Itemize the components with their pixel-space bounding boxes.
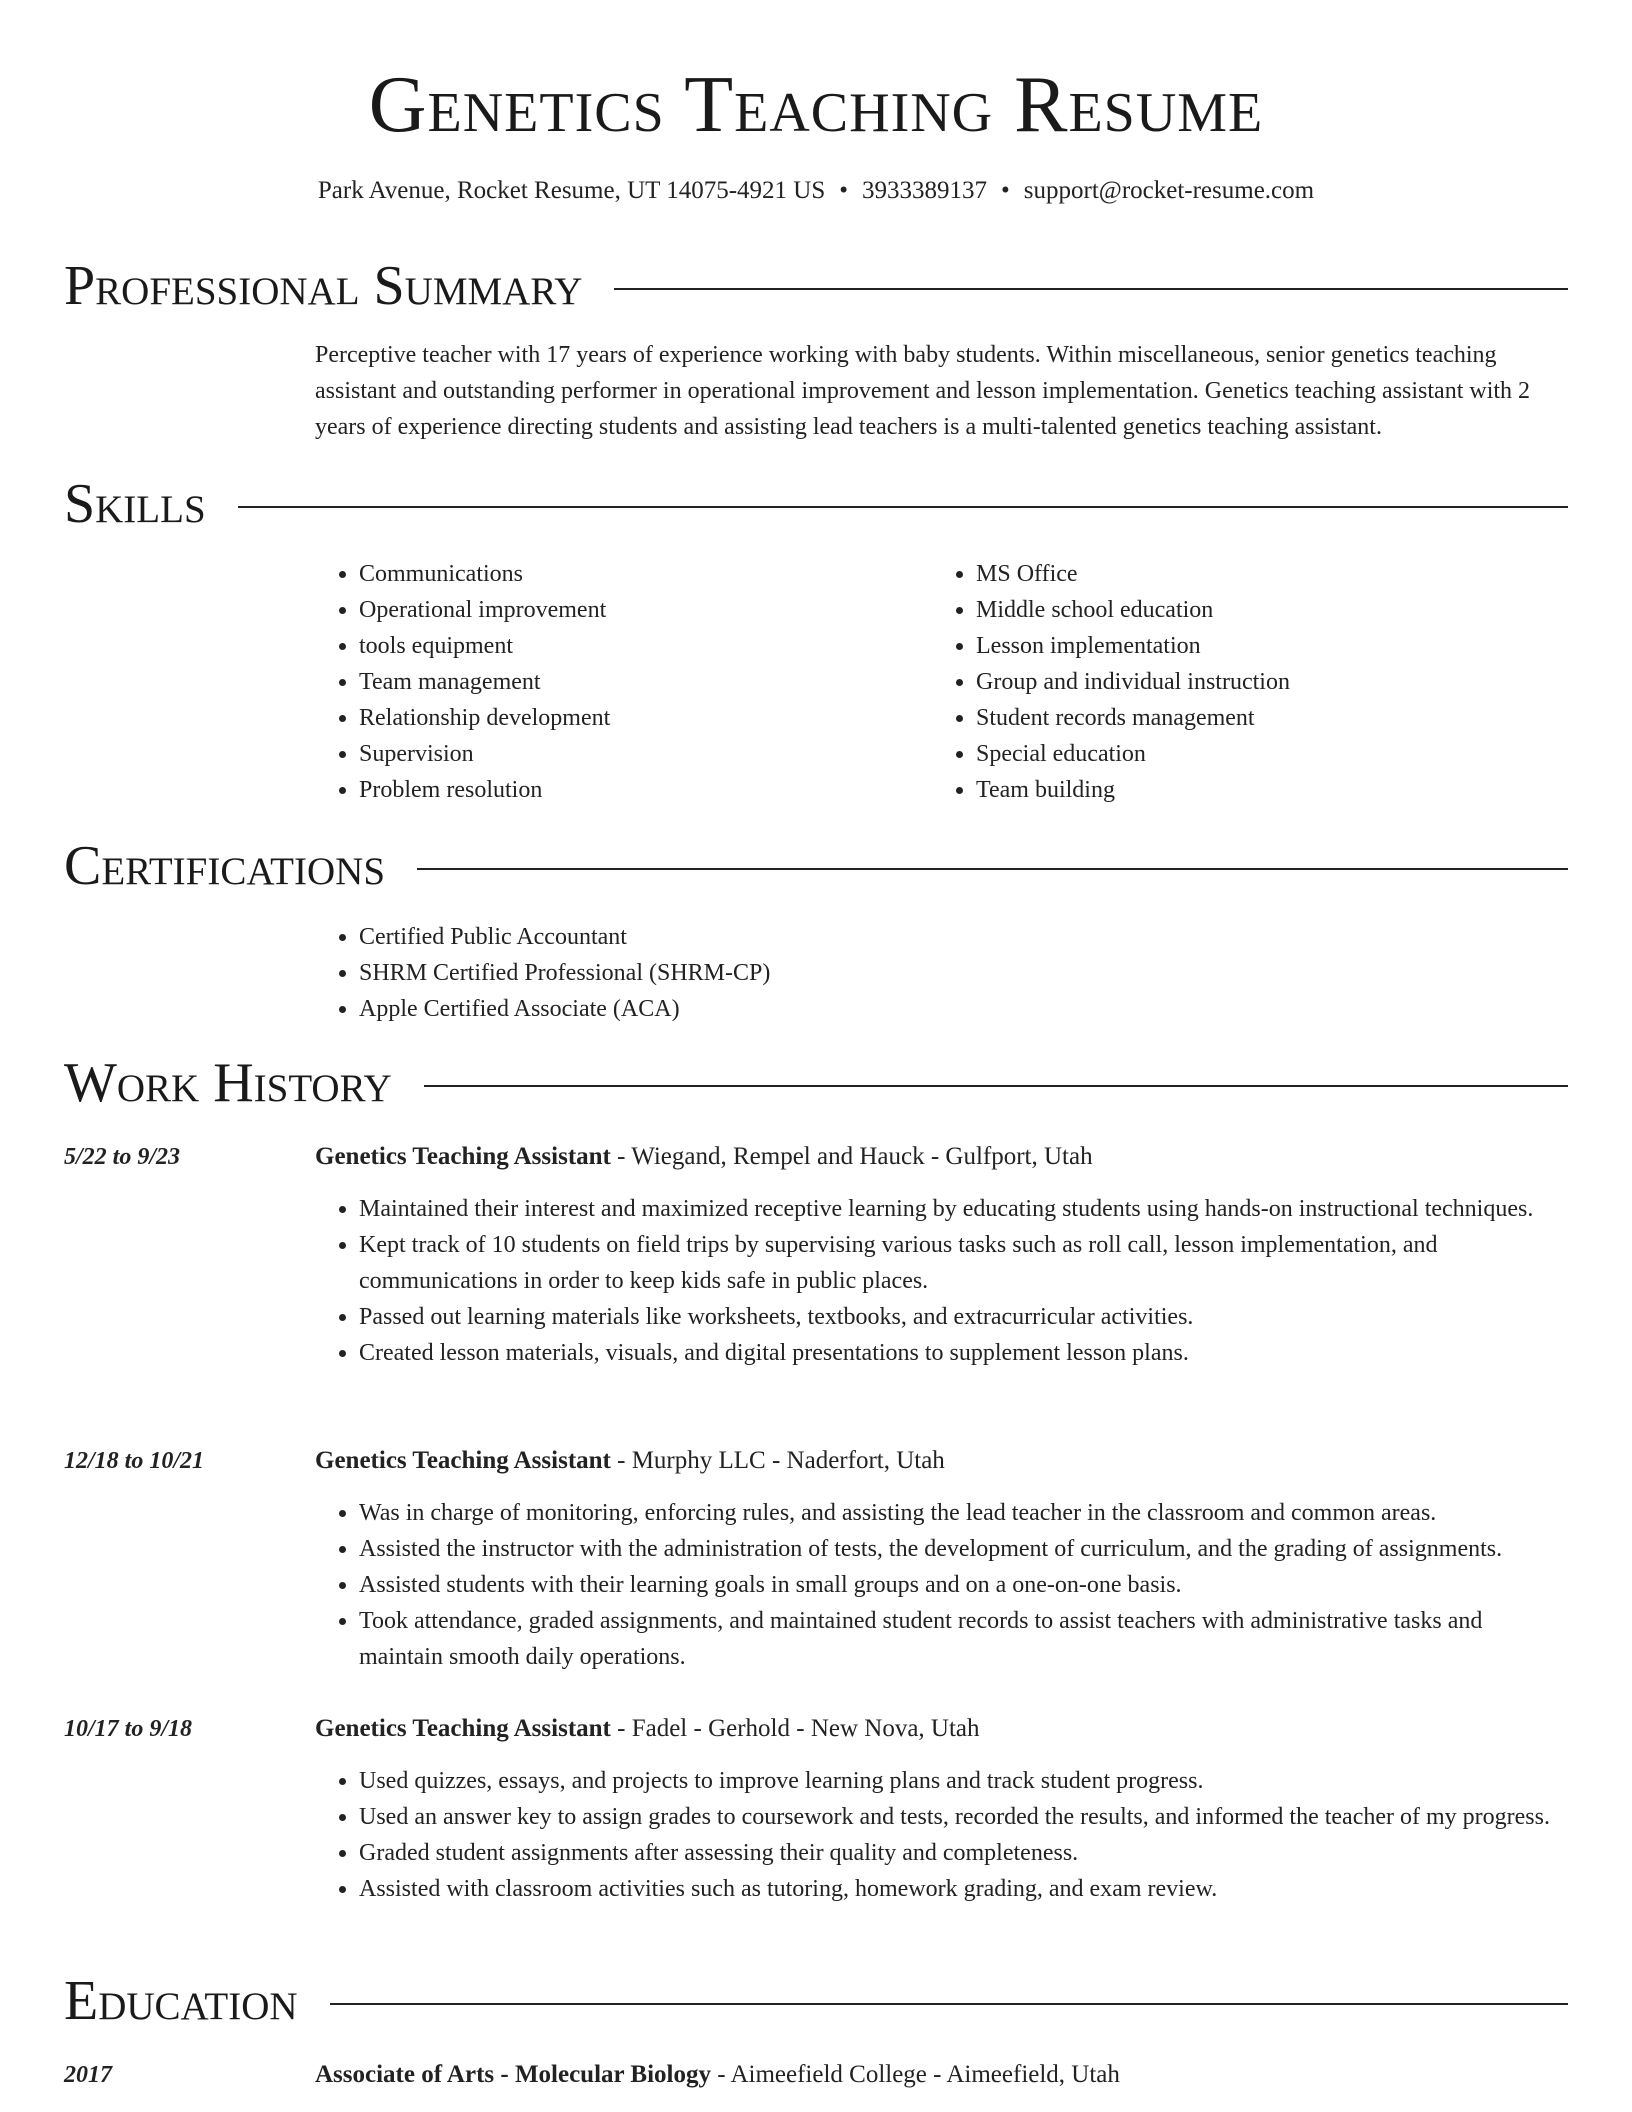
duty-item: • Assisted with classroom activities such as tutoring, homework grading, and exam review. [359, 1871, 1568, 1907]
duty-item: • Created lesson materials, visuals, and digital presentations to supplement lesson plans. [359, 1335, 1568, 1371]
duty-item: • Took attendance, graded assignments, and maintained student records to assist teachers with administrative tasks and maintain smooth daily operations. [359, 1603, 1568, 1675]
summary-section-header [64, 256, 1568, 316]
separator: • [1001, 177, 1010, 204]
skill-item: • Relationship development [359, 700, 932, 736]
section-heading: Certifications [64, 835, 386, 897]
phone: 3933389137 [862, 177, 988, 204]
skill-item: • Communications [359, 556, 932, 592]
skill-item: • Supervision [359, 736, 932, 772]
section-divider [614, 288, 1568, 290]
skill-item: • MS Office [976, 556, 1549, 592]
job-company: - Wiegand, Rempel and Hauck - Gulfport, Utah [610, 1143, 1093, 1170]
job-company: - Fadel - Gerhold - New Nova, Utah [610, 1715, 980, 1742]
duty-item: • Assisted the instructor with the administration of tests, the development of curriculum, and the grading of assignments. [359, 1531, 1568, 1567]
address: Park Avenue, Rocket Resume, UT 14075-4921 US [317, 177, 826, 204]
summary-body [315, 337, 1568, 445]
skill-item: • Team management [359, 664, 932, 700]
skill-item: • Student records management [976, 700, 1549, 736]
job-dates: 10/17 to 9/18 [64, 1716, 193, 1742]
section-divider [424, 1085, 1568, 1087]
degree: Associate of Arts - Molecular Biology [315, 2061, 711, 2088]
skill-item: • Lesson implementation [976, 628, 1549, 664]
skills-section-header [64, 474, 1568, 534]
job-duties [315, 1763, 1568, 1907]
resume-title: Genetics Teaching Resume [368, 61, 1264, 149]
skills-list [315, 556, 1568, 808]
education-line [315, 2057, 1568, 2093]
certifications-list [315, 919, 1568, 1027]
education-section-header [64, 1971, 1568, 2031]
job-duties [315, 1191, 1568, 1371]
contact-line [0, 174, 1632, 208]
email: support@rocket-resume.com [1023, 177, 1315, 204]
separator: • [839, 177, 849, 204]
skill-item: • Problem resolution [359, 772, 932, 808]
duty-item: • Used an answer key to assign grades to coursework and tests, recorded the results, and informed the teacher of my progress. [359, 1799, 1568, 1835]
job-title: Genetics Teaching Assistant [315, 1447, 611, 1474]
certifications-section-header [64, 836, 1568, 896]
job-dates: 5/22 to 9/23 [64, 1144, 181, 1170]
duty-item: • Passed out learning materials like worksheets, textbooks, and extracurricular activities. [359, 1299, 1568, 1335]
job-title-line [315, 1711, 1568, 1747]
section-heading: Education [64, 1970, 298, 2032]
job-dates: 12/18 to 10/21 [64, 1448, 205, 1474]
job-title-line [315, 1443, 1568, 1479]
summary-text: Perceptive teacher with 17 years of experience working with baby students. Within miscellaneous, senior genetics teaching assistant and outstanding performer in operational improvement and lesson implementation. Genetics teaching assistant with 2 years of experience directing students and assisting lead teachers is a multi-talented genetics teaching assistant. [315, 342, 1531, 440]
work-history-section-header [64, 1053, 1568, 1113]
duty-item: • Maintained their interest and maximized receptive learning by educating students using hands-on instructional techniques. [359, 1191, 1568, 1227]
job-title: Genetics Teaching Assistant [315, 1715, 611, 1742]
skill-item: • Middle school education [976, 592, 1549, 628]
duty-item: • Assisted students with their learning goals in small groups and on a one-on-one basis. [359, 1567, 1568, 1603]
section-heading: Work History [64, 1052, 392, 1114]
certification-item: • Certified Public Accountant [359, 919, 1568, 955]
skill-item: • Group and individual instruction [976, 664, 1549, 700]
skill-item: • Operational improvement [359, 592, 932, 628]
duty-item: • Used quizzes, essays, and projects to improve learning plans and track student progress. [359, 1763, 1568, 1799]
job-company: - Murphy LLC - Naderfort, Utah [610, 1447, 945, 1474]
section-divider [238, 506, 1568, 508]
certification-item: • SHRM Certified Professional (SHRM-CP) [359, 955, 1568, 991]
school: - Aimeefield College - Aimeefield, Utah [711, 2061, 1120, 2088]
job-title-line [315, 1139, 1568, 1175]
skill-item: • tools equipment [359, 628, 932, 664]
education-date: 2017 [64, 2062, 112, 2088]
certification-item: • Apple Certified Associate (ACA) [359, 991, 1568, 1027]
section-heading: Skills [64, 473, 206, 535]
job-title: Genetics Teaching Assistant [315, 1143, 611, 1170]
skills-column-right [932, 556, 1549, 808]
duty-item: • Graded student assignments after assessing their quality and completeness. [359, 1835, 1568, 1871]
duty-item: • Was in charge of monitoring, enforcing rules, and assisting the lead teacher in the classroom and common areas. [359, 1495, 1568, 1531]
skills-column-left [315, 556, 932, 808]
skill-item: • Special education [976, 736, 1549, 772]
section-divider [330, 2003, 1568, 2005]
section-heading: Professional Summary [64, 255, 583, 317]
duty-item: • Kept track of 10 students on field trips by supervising various tasks such as roll call, lesson implementation, and communications in order to keep kids safe in public places. [359, 1227, 1568, 1299]
section-divider [417, 868, 1568, 870]
skill-item: • Team building [976, 772, 1549, 808]
job-duties [315, 1495, 1568, 1675]
